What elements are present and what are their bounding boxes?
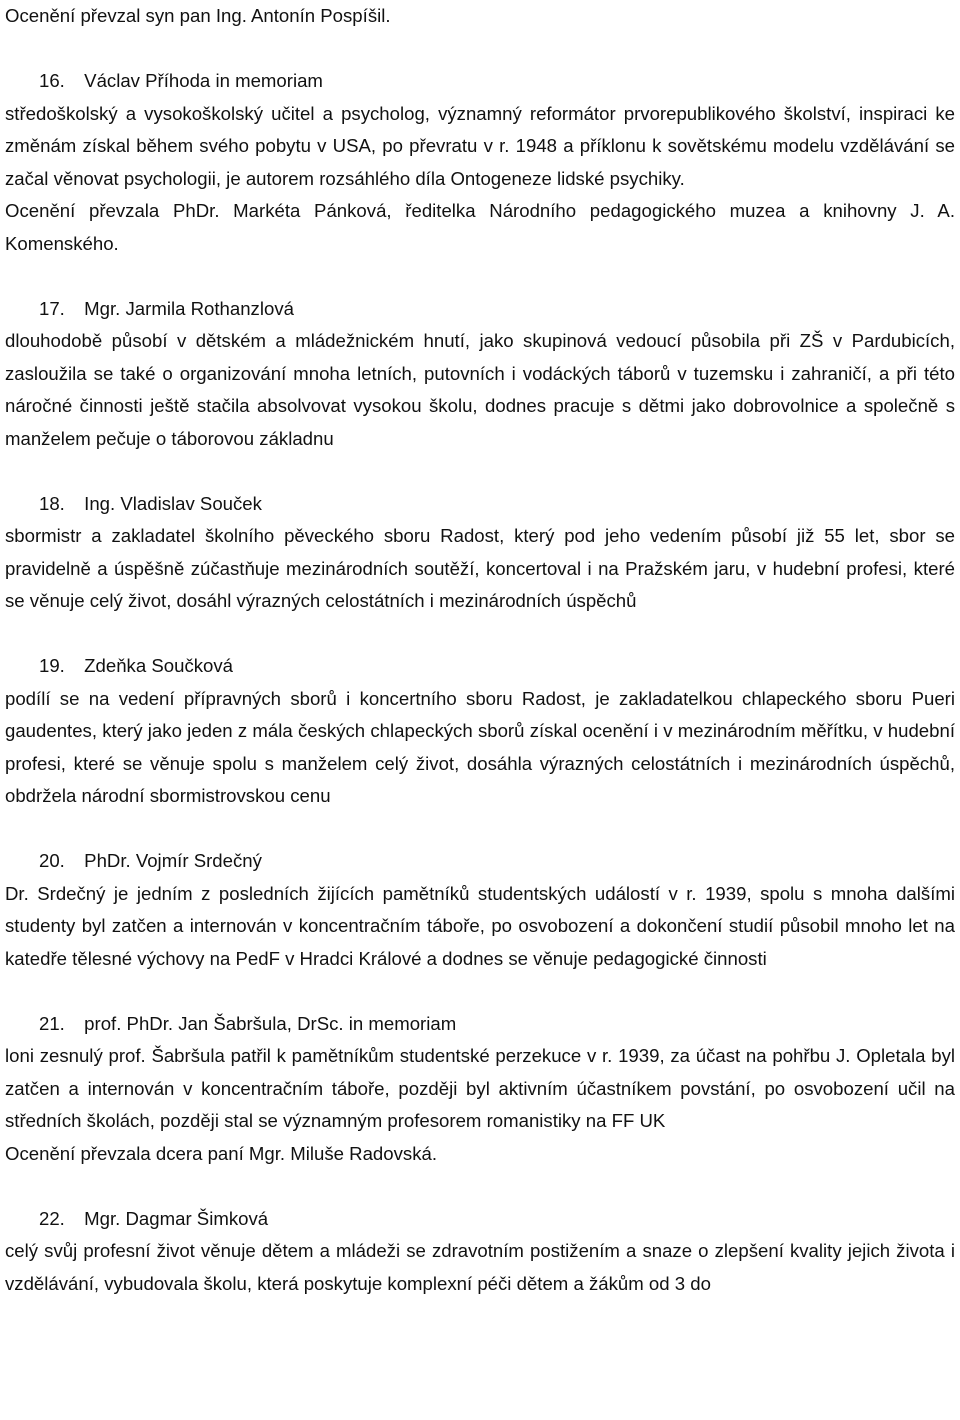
- top-note: Ocenění převzal syn pan Ing. Antonín Pospíšil.: [5, 5, 391, 26]
- entry-number: 19.: [39, 655, 65, 676]
- entry-name: Mgr. Jarmila Rothanzlová: [84, 297, 294, 319]
- entry-description: loni zesnulý prof. Šabršula patřil k pamětníkům studentské perzekuce v r. 1939, za účast na pohřbu J. Opletala byl zatčen a internován v koncentračním táboře, později byl aktivním účastníkem povstání, po osvobození učil na středních školách, později stal se významným profesorem romanistiky na FF UK: [5, 1045, 955, 1131]
- entry-heading: [5, 293, 955, 326]
- spacer: [5, 618, 955, 651]
- entry-description: celý svůj profesní život věnuje dětem a mládeži se zdravotním postižením a snaze o zlepšení kvality jejich života i vzdělávání, vybudovala školu, která poskytuje komplexní péči dětem a žákům od 3 do: [5, 1240, 955, 1294]
- spacer: [5, 975, 955, 1008]
- entry-heading: [5, 65, 955, 98]
- entry-description: podílí se na vedení přípravných sborů i koncertního sboru Radost, je zakladatelkou chlapeckého sboru Pueri gaudentes, který jako jeden z mála českých chlapeckých sborů získal ocenění i v mezinárodním měřítku, v hudební profesi, které se věnuje spolu s manželem celý život, dosáhla výrazných celostátních i mezinárodních úspěchů, obdržela národní sbormistrovskou cenu: [5, 687, 955, 806]
- entry-number: 20.: [39, 850, 65, 871]
- entry-number: 21.: [39, 1012, 65, 1034]
- spacer: [5, 1170, 955, 1203]
- entry-name: Mgr. Dagmar Šimková: [84, 1207, 269, 1229]
- entry-heading: [5, 650, 955, 683]
- entry-name: prof. PhDr. Jan Šabršula, DrSc.: [84, 1012, 344, 1034]
- entry-name: Václav Příhoda: [84, 70, 211, 91]
- entry-heading: [5, 1203, 955, 1236]
- award-entry-20: [5, 845, 955, 975]
- award-entry-19: [5, 650, 955, 813]
- entry-number: 22.: [39, 1207, 65, 1229]
- entry-name: PhDr. Vojmír Srdečný: [84, 850, 262, 871]
- entry-description: dlouhodobě působí v dětském a mládežnickém hnutí, jako skupinová vedoucí působila při ZŠ v Pardubicích, zasloužila se také o organizování mnoha letních, putovních i vodáckých táborů v tuzemsku i zahraničí, a při této náročné činnosti ještě stačila absolvovat vysokou školu, dodnes pracuje s dětmi jako dobrovolnice a společně s manželem pečuje o táborovou základnu: [5, 330, 955, 449]
- document-page: [5, 0, 955, 1300]
- entry-number: 17.: [39, 297, 65, 319]
- entry-heading: [5, 488, 955, 521]
- entry-description: sbormistr a zakladatel školního pěveckého sboru Radost, který pod jeho vedením působí již 55 let, sbor se pravidelně a úspěšně zúčastňuje mezinárodních soutěží, koncertoval i na Pražském jaru, v hudební profesi, které se věnuje celý život, dosáhl výrazných celostátních i mezinárodních úspěchů: [5, 525, 955, 611]
- entry-award-note: Ocenění převzala PhDr. Markéta Pánková, ředitelka Národního pedagogického muzea a knihovny J. A. Komenského.: [5, 200, 955, 254]
- entry-name: Ing. Vladislav Souček: [84, 492, 262, 514]
- award-entry-22: [5, 1203, 955, 1301]
- spacer: [5, 455, 955, 488]
- spacer: [5, 260, 955, 293]
- entry-description: středoškolský a vysokoškolský učitel a psycholog, významný reformátor prvorepublikového školství, inspiraci ke změnám získal během svého pobytu v USA, po převratu v r. 1948 a příklonu k sovětskému modelu vzdělávání se začal věnovat psychologii, je autorem rozsáhlého díla Ontogeneze lidské psychiky.: [5, 102, 955, 189]
- entry-description: Dr. Srdečný je jedním z posledních žijících pamětníků studentských událostí v r. 1939, spolu s mnoha dalšími studenty byl zatčen a internován v koncentračním táboře, po osvobození a dokončení studií působil mnoho let na katedře tělesné výchovy na PedF v Hradci Králové a dodnes se věnuje pedagogické činnosti: [5, 882, 955, 969]
- entry-heading: [5, 845, 955, 878]
- award-entry-17: [5, 293, 955, 456]
- award-entry-18: [5, 488, 955, 618]
- in-memoriam-label: in memoriam: [348, 1012, 457, 1034]
- award-entry-16: [5, 65, 955, 260]
- entry-number: 16.: [39, 70, 65, 91]
- in-memoriam-label: in memoriam: [215, 70, 323, 91]
- entry-name: Zdeňka Součková: [84, 655, 234, 676]
- entry-award-note: Ocenění převzala dcera paní Mgr. Miluše Radovská.: [5, 1142, 438, 1164]
- spacer: [5, 813, 955, 846]
- spacer: [5, 33, 955, 66]
- award-entry-21: [5, 1008, 955, 1171]
- entry-heading: [5, 1008, 955, 1041]
- entry-number: 18.: [39, 492, 65, 514]
